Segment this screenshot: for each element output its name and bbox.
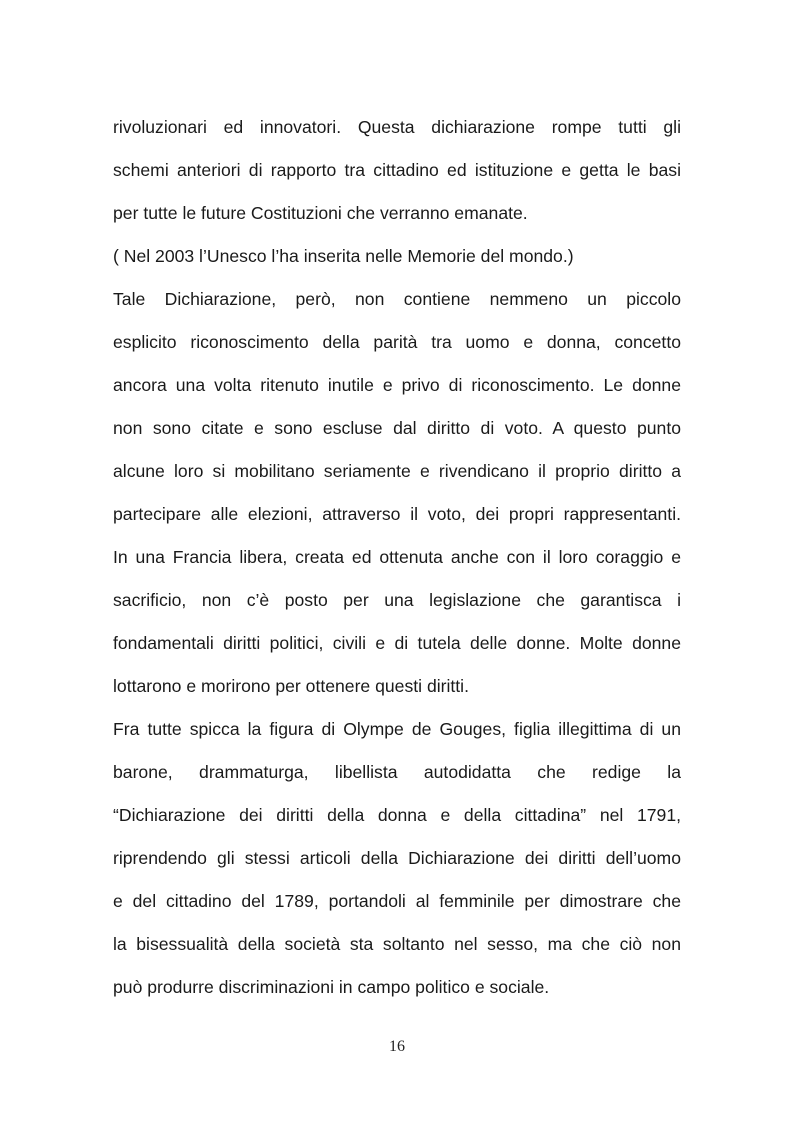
- text-line: ( Nel 2003 l’Unesco l’ha inserita nelle Memorie del mondo.): [113, 246, 574, 266]
- text-line: riprendendo gli stessi articoli della Dichiarazione dei diritti dell’uomo: [113, 848, 681, 868]
- text-line: In una Francia libera, creata ed ottenuta anche con il loro coraggio e: [113, 547, 681, 567]
- body-text: [113, 106, 681, 1009]
- text-line: partecipare alle elezioni, attraverso il voto, dei propri rappresentanti.: [113, 504, 681, 524]
- text-line: per tutte le future Costituzioni che verranno emanate.: [113, 203, 528, 223]
- text-line: fondamentali diritti politici, civili e di tutela delle donne. Molte donne: [113, 633, 681, 653]
- text-line: rivoluzionari ed innovatori. Questa dichiarazione rompe tutti gli: [113, 117, 681, 137]
- text-line: Tale Dichiarazione, però, non contiene nemmeno un piccolo: [113, 289, 681, 309]
- text-line: schemi anteriori di rapporto tra cittadino ed istituzione e getta le basi: [113, 160, 681, 180]
- text-line: alcune loro si mobilitano seriamente e rivendicano il proprio diritto a: [113, 461, 681, 481]
- page-number: 16: [389, 1038, 405, 1055]
- text-line: non sono citate e sono escluse dal diritto di voto. A questo punto: [113, 418, 681, 438]
- text-line: esplicito riconoscimento della parità tra uomo e donna, concetto: [113, 332, 681, 352]
- text-line: “Dichiarazione dei diritti della donna e della cittadina” nel 1791,: [113, 805, 681, 825]
- text-line: può produrre discriminazioni in campo politico e sociale.: [113, 977, 550, 997]
- text-line: la bisessualità della società sta soltanto nel sesso, ma che ciò non: [113, 934, 681, 954]
- text-line: sacrificio, non c’è posto per una legislazione che garantisca i: [113, 590, 681, 610]
- text-line: e del cittadino del 1789, portandoli al femminile per dimostrare che: [113, 891, 681, 911]
- text-line: barone, drammaturga, libellista autodidatta che redige la: [113, 762, 681, 782]
- text-line: lottarono e morirono per ottenere questi diritti.: [113, 676, 469, 696]
- text-line: ancora una volta ritenuto inutile e privo di riconoscimento. Le donne: [113, 375, 681, 395]
- text-line: Fra tutte spicca la figura di Olympe de Gouges, figlia illegittima di un: [113, 719, 681, 739]
